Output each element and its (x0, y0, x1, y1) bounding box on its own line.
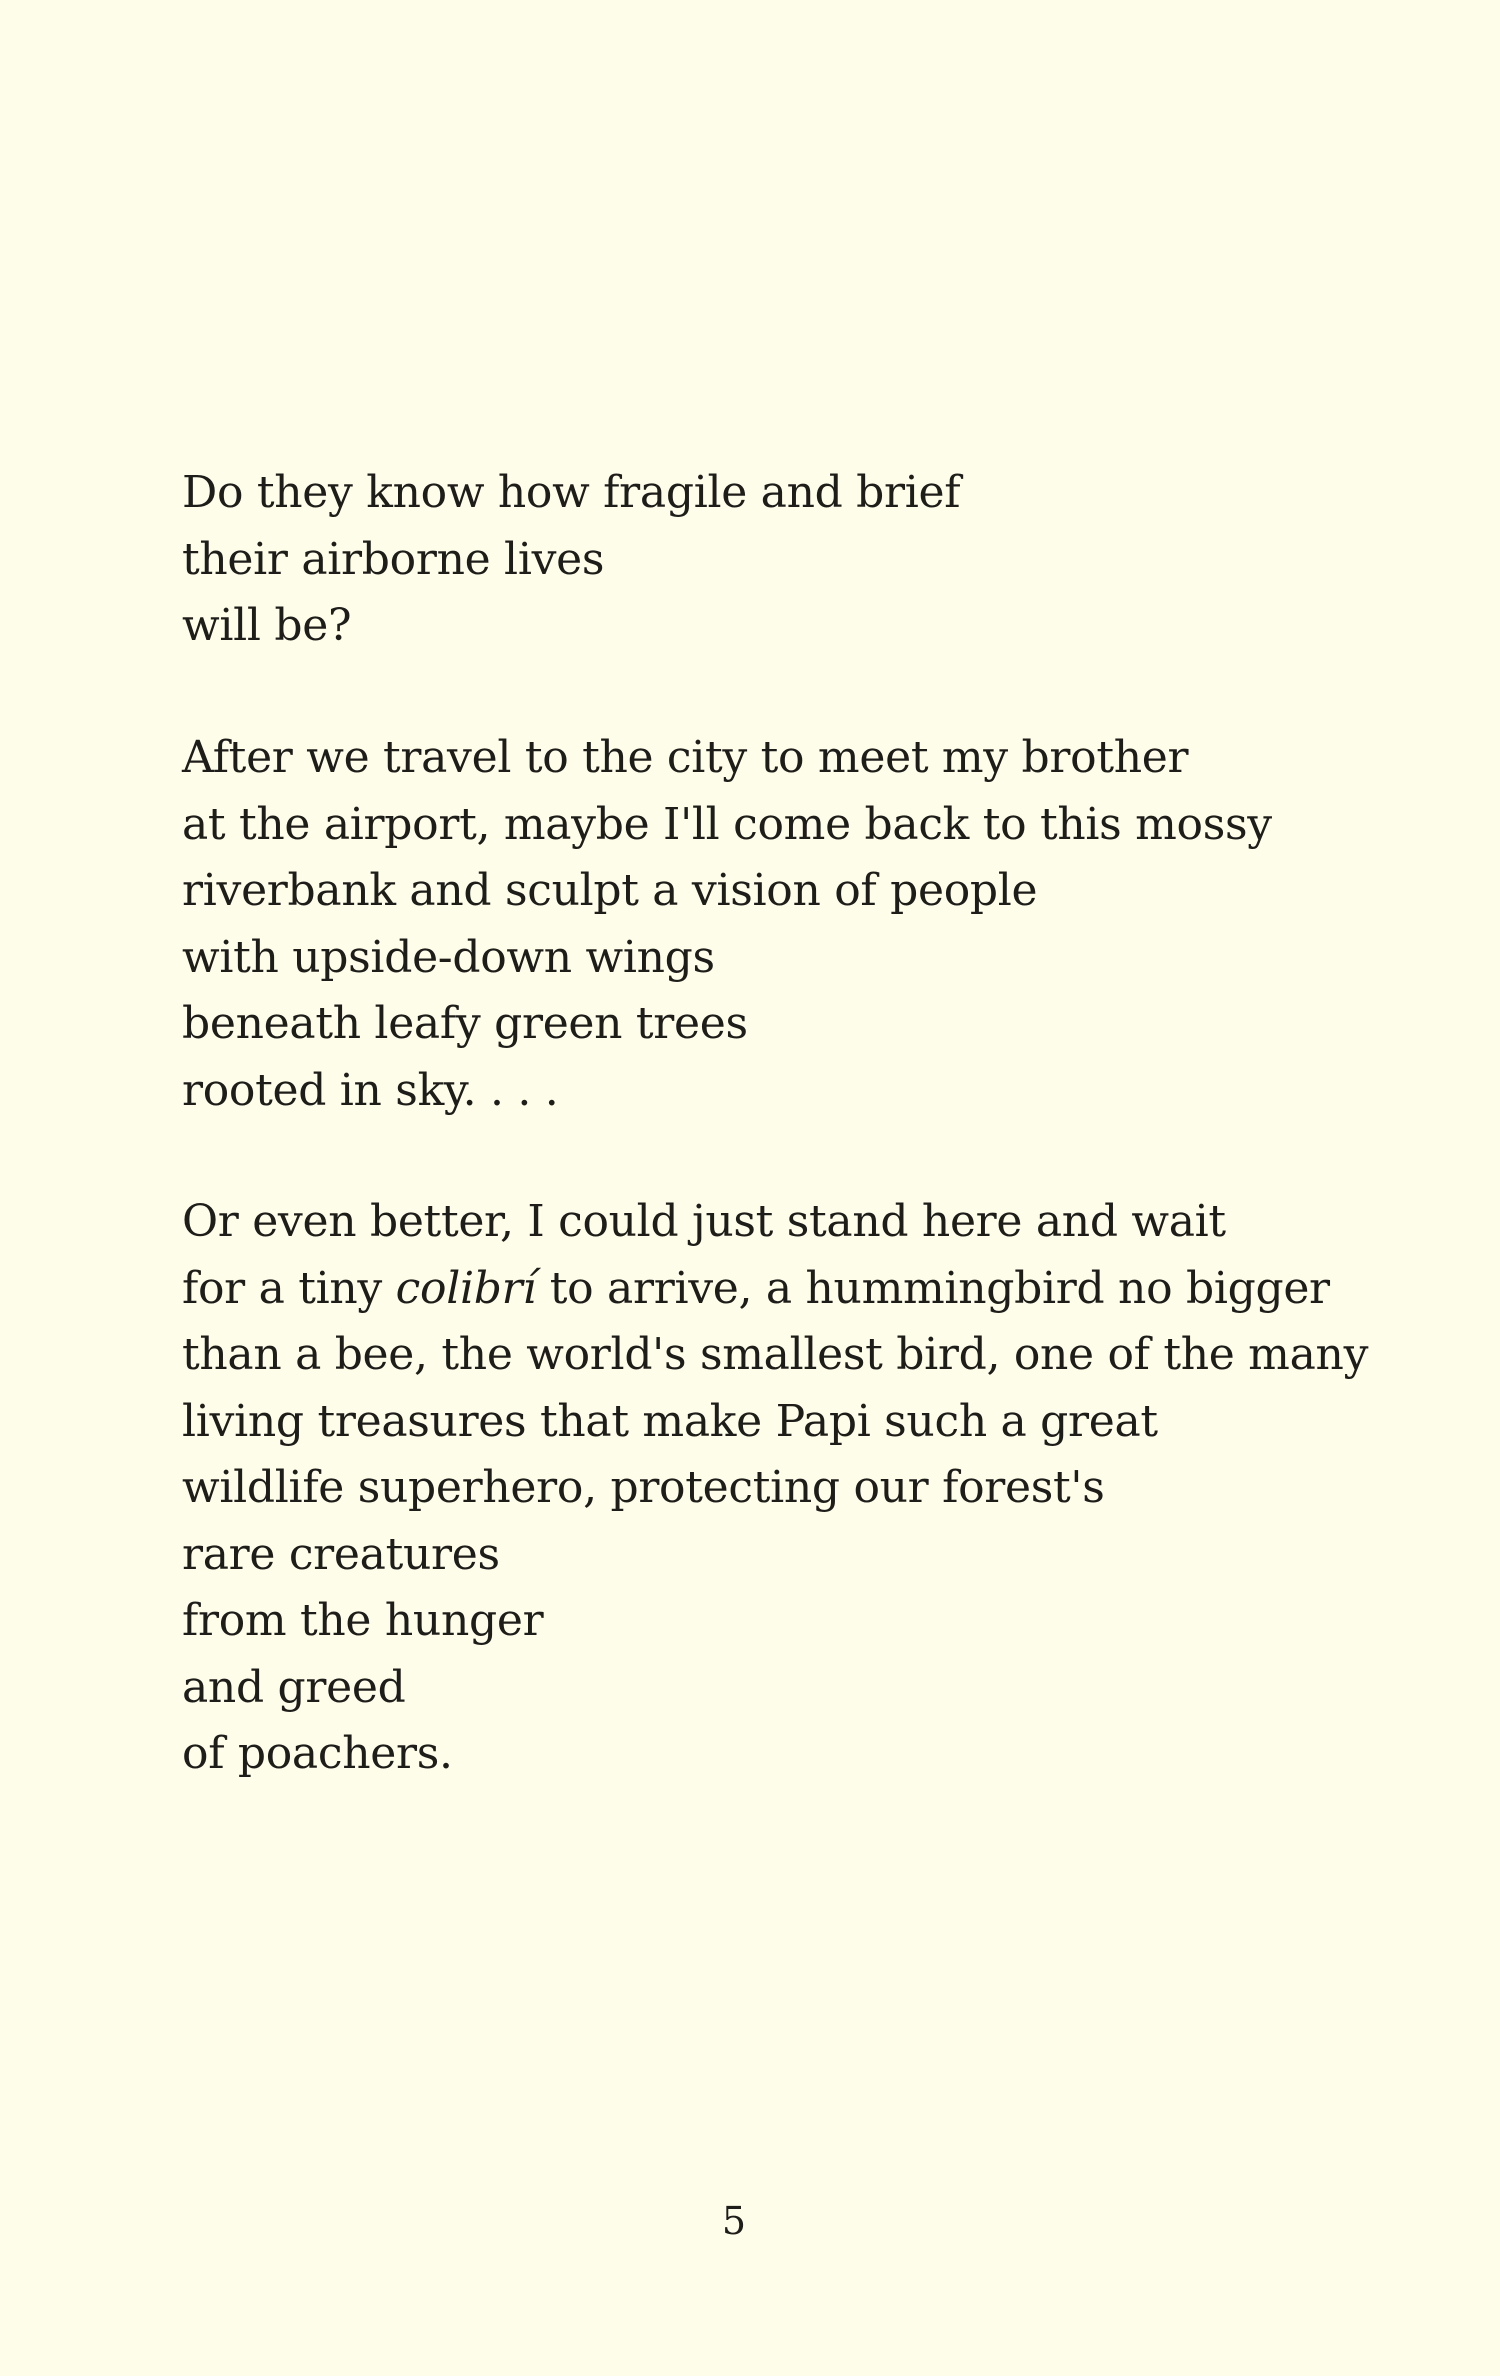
stanza-1 (182, 460, 960, 660)
verse-line: from the hunger (182, 1595, 544, 1646)
verse-line: will be? (182, 600, 352, 651)
verse-line: beneath leafy green trees (182, 998, 748, 1049)
verse-line: at the airport, maybe I'll come back to this mossy (182, 798, 1272, 850)
verse-line: wildlife superhero, protecting our forest's (182, 1462, 1105, 1513)
page-number: 5 (721, 2199, 747, 2243)
verse-line: rooted in sky. . . . (182, 1064, 559, 1116)
verse-line: their airborne lives (182, 533, 605, 585)
line-text-after-italic: to arrive, a hummingbird no bigger (536, 1262, 1330, 1314)
verse-line: Or even better, I could just stand here and wait (182, 1196, 1226, 1247)
verse-line: After we travel to the city to meet my brother (182, 732, 1189, 783)
verse-line: with upside-down wings (182, 931, 715, 983)
stanza-2 (182, 725, 1272, 1124)
verse-line: rare creatures (182, 1528, 500, 1580)
verse-line-with-italic (182, 1256, 1368, 1323)
verse-line: riverbank and sculpt a vision of people (182, 865, 1038, 916)
verse-line: Do they know how fragile and brief (182, 467, 961, 518)
verse-line: of poachers. (182, 1728, 453, 1779)
italic-word: colibrí (395, 1262, 537, 1314)
verse-line: living treasures that make Papi such a great (182, 1395, 1158, 1447)
stanza-3 (182, 1189, 1368, 1788)
verse-line: and greed (182, 1661, 406, 1713)
verse-line: than a bee, the world's smallest bird, one of the many (182, 1329, 1369, 1380)
line-text-before-italic: for a tiny (182, 1262, 396, 1314)
